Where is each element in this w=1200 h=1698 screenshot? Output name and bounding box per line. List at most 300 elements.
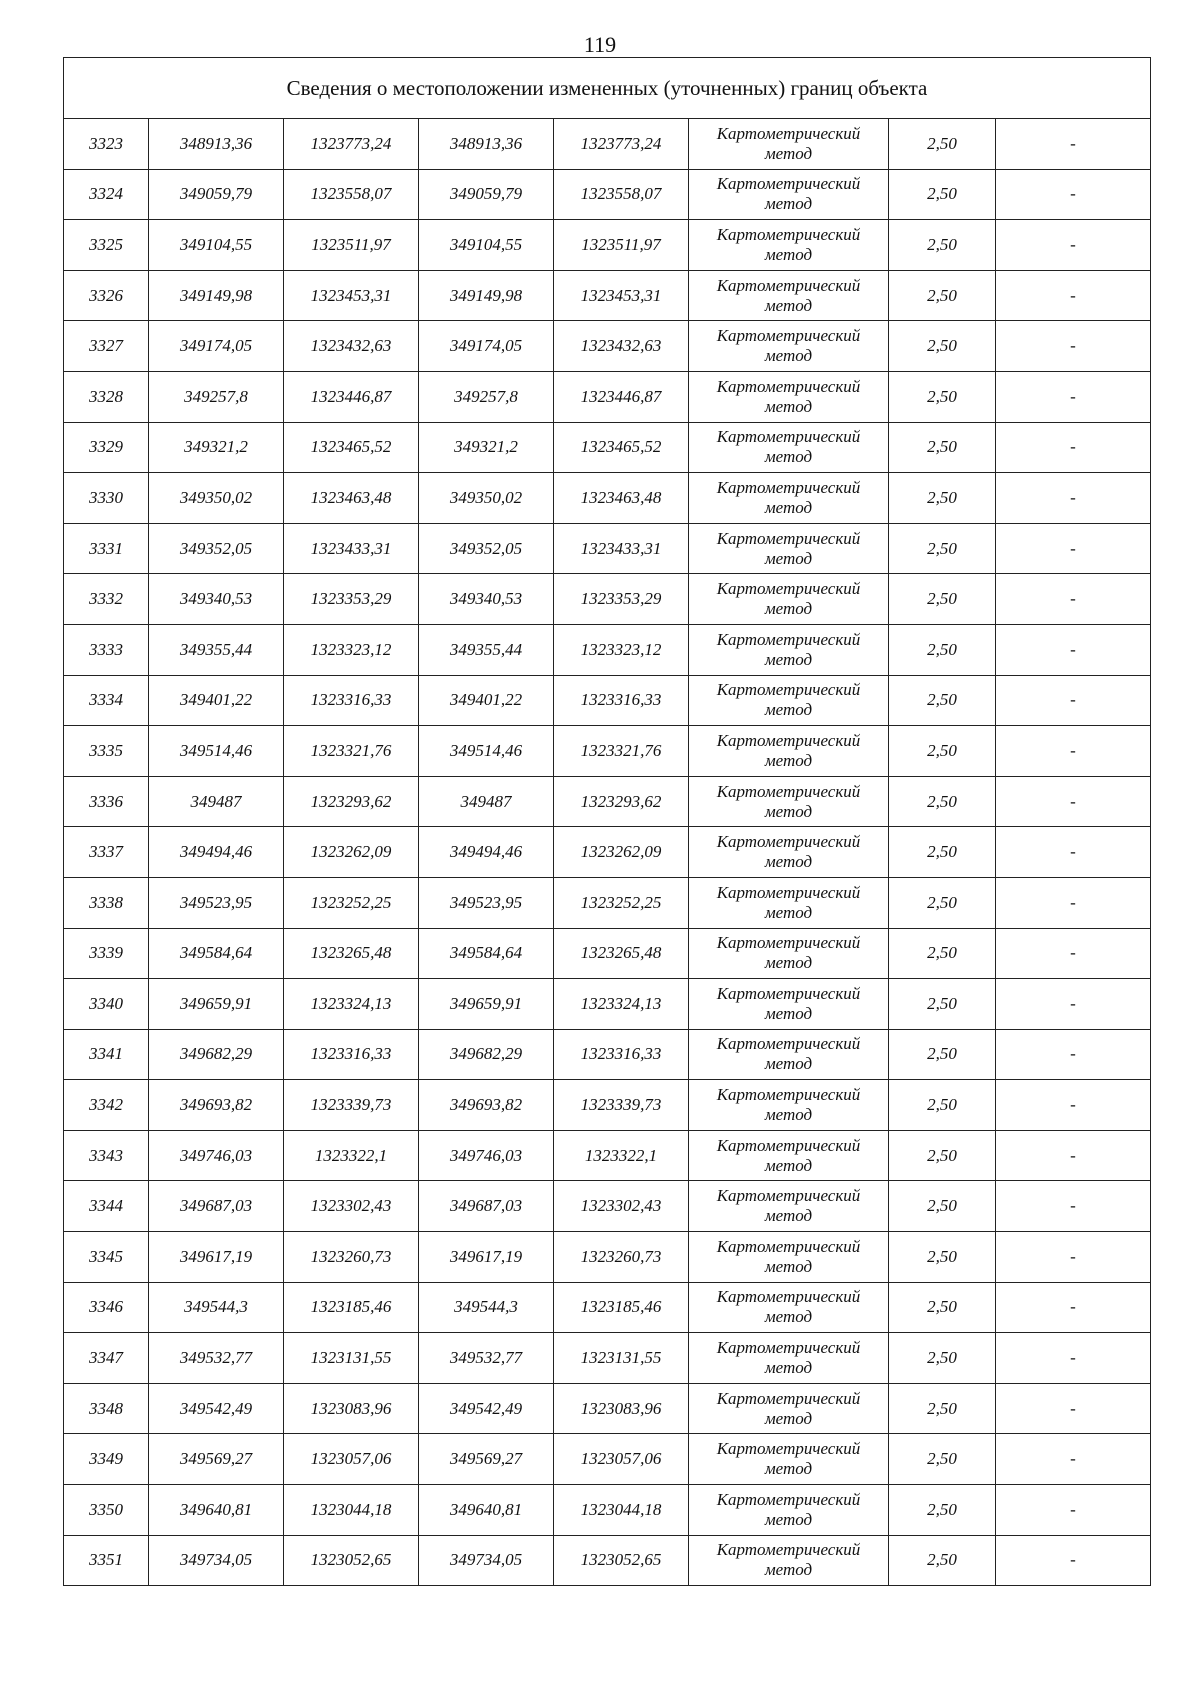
table-row [64,169,1151,220]
x-refined-cell: 349350,02 [419,473,554,524]
x-existing-cell: 349532,77 [149,1333,284,1384]
x-refined-cell: 349494,46 [419,827,554,878]
method-line-1: Картометрический [716,1489,861,1509]
x-existing-cell: 349352,05 [149,523,284,574]
y-existing-cell: 1323324,13 [284,979,419,1030]
description-cell: - [996,675,1151,726]
y-existing-cell: 1323262,09 [284,827,419,878]
x-refined-cell: 349569,27 [419,1434,554,1485]
y-refined-cell: 1323322,1 [554,1130,689,1181]
x-refined-cell: 349687,03 [419,1181,554,1232]
table-row [64,321,1151,372]
y-existing-cell: 1323083,96 [284,1383,419,1434]
x-refined-cell: 349523,95 [419,877,554,928]
y-refined-cell: 1323432,63 [554,321,689,372]
method-line-2: метод [764,902,813,922]
description-cell: - [996,270,1151,321]
description-cell: - [996,1485,1151,1536]
method-cell [689,624,889,675]
method-line-2: метод [764,1560,813,1580]
x-refined-cell: 349734,05 [419,1535,554,1586]
point-number-cell: 3351 [64,1535,149,1586]
description-cell: - [996,371,1151,422]
point-number-cell: 3349 [64,1434,149,1485]
x-existing-cell: 349355,44 [149,624,284,675]
point-number-cell: 3328 [64,371,149,422]
accuracy-cell: 2,50 [889,1383,996,1434]
x-refined-cell: 349682,29 [419,1029,554,1080]
y-refined-cell: 1323465,52 [554,422,689,473]
y-refined-cell: 1323433,31 [554,523,689,574]
table-row [64,523,1151,574]
table-row [64,473,1151,524]
y-refined-cell: 1323463,48 [554,473,689,524]
x-existing-cell: 349542,49 [149,1383,284,1434]
point-number-cell: 3343 [64,1130,149,1181]
x-refined-cell: 349401,22 [419,675,554,726]
method-line-2: метод [764,194,813,214]
method-line-1: Картометрический [716,1236,861,1256]
x-existing-cell: 349321,2 [149,422,284,473]
x-existing-cell: 349659,91 [149,979,284,1030]
y-existing-cell: 1323453,31 [284,270,419,321]
method-line-2: метод [764,750,813,770]
y-existing-cell: 1323044,18 [284,1485,419,1536]
point-number-cell: 3329 [64,422,149,473]
accuracy-cell: 2,50 [889,1333,996,1384]
method-line-1: Картометрический [716,1540,861,1560]
table-row [64,726,1151,777]
method-line-2: метод [764,1408,813,1428]
method-line-1: Картометрический [716,629,861,649]
accuracy-cell: 2,50 [889,1080,996,1131]
method-line-1: Картометрический [716,1135,861,1155]
x-existing-cell: 349746,03 [149,1130,284,1181]
method-cell [689,928,889,979]
x-existing-cell: 349734,05 [149,1535,284,1586]
accuracy-cell: 2,50 [889,1434,996,1485]
y-existing-cell: 1323773,24 [284,119,419,170]
method-cell [689,523,889,574]
accuracy-cell: 2,50 [889,675,996,726]
x-existing-cell: 349487 [149,776,284,827]
y-existing-cell: 1323353,29 [284,574,419,625]
method-line-1: Картометрический [716,680,861,700]
method-cell [689,1130,889,1181]
table-row [64,928,1151,979]
x-existing-cell: 349149,98 [149,270,284,321]
x-refined-cell: 349532,77 [419,1333,554,1384]
method-cell [689,827,889,878]
table-row [64,422,1151,473]
table-row [64,827,1151,878]
x-refined-cell: 349584,64 [419,928,554,979]
method-cell [689,574,889,625]
y-refined-cell: 1323773,24 [554,119,689,170]
accuracy-cell: 2,50 [889,321,996,372]
method-cell [689,1282,889,1333]
table-row [64,1383,1151,1434]
description-cell: - [996,877,1151,928]
method-line-2: метод [764,497,813,517]
method-line-2: метод [764,1509,813,1529]
x-existing-cell: 349640,81 [149,1485,284,1536]
method-line-2: метод [764,295,813,315]
accuracy-cell: 2,50 [889,473,996,524]
y-refined-cell: 1323353,29 [554,574,689,625]
method-line-2: метод [764,1256,813,1276]
method-cell [689,1232,889,1283]
method-line-1: Картометрический [716,477,861,497]
x-existing-cell: 349340,53 [149,574,284,625]
method-line-2: метод [764,700,813,720]
y-existing-cell: 1323321,76 [284,726,419,777]
point-number-cell: 3350 [64,1485,149,1536]
description-cell: - [996,1282,1151,1333]
accuracy-cell: 2,50 [889,877,996,928]
accuracy-cell: 2,50 [889,1130,996,1181]
accuracy-cell: 2,50 [889,1485,996,1536]
y-refined-cell: 1323511,97 [554,220,689,271]
description-cell: - [996,574,1151,625]
point-number-cell: 3325 [64,220,149,271]
y-refined-cell: 1323293,62 [554,776,689,827]
table-row [64,220,1151,271]
table-row [64,1282,1151,1333]
x-refined-cell: 349174,05 [419,321,554,372]
description-cell: - [996,220,1151,271]
y-existing-cell: 1323511,97 [284,220,419,271]
x-existing-cell: 349682,29 [149,1029,284,1080]
point-number-cell: 3339 [64,928,149,979]
y-refined-cell: 1323260,73 [554,1232,689,1283]
accuracy-cell: 2,50 [889,624,996,675]
y-refined-cell: 1323316,33 [554,1029,689,1080]
method-cell [689,979,889,1030]
x-refined-cell: 349059,79 [419,169,554,220]
y-refined-cell: 1323323,12 [554,624,689,675]
description-cell: - [996,473,1151,524]
point-number-cell: 3324 [64,169,149,220]
table-row [64,1485,1151,1536]
accuracy-cell: 2,50 [889,220,996,271]
table-row [64,675,1151,726]
y-refined-cell: 1323057,06 [554,1434,689,1485]
method-line-2: метод [764,1358,813,1378]
y-existing-cell: 1323463,48 [284,473,419,524]
method-cell [689,1383,889,1434]
y-refined-cell: 1323052,65 [554,1535,689,1586]
x-refined-cell: 349544,3 [419,1282,554,1333]
method-line-1: Картометрический [716,174,861,194]
x-existing-cell: 349059,79 [149,169,284,220]
y-existing-cell: 1323316,33 [284,1029,419,1080]
point-number-cell: 3340 [64,979,149,1030]
method-line-1: Картометрический [716,1338,861,1358]
method-line-2: метод [764,852,813,872]
x-existing-cell: 349523,95 [149,877,284,928]
method-cell [689,321,889,372]
method-line-2: метод [764,801,813,821]
y-existing-cell: 1323316,33 [284,675,419,726]
y-refined-cell: 1323185,46 [554,1282,689,1333]
x-refined-cell: 348913,36 [419,119,554,170]
table-row [64,1130,1151,1181]
y-existing-cell: 1323057,06 [284,1434,419,1485]
y-existing-cell: 1323558,07 [284,169,419,220]
y-refined-cell: 1323558,07 [554,169,689,220]
y-existing-cell: 1323339,73 [284,1080,419,1131]
y-refined-cell: 1323083,96 [554,1383,689,1434]
table-row [64,979,1151,1030]
accuracy-cell: 2,50 [889,726,996,777]
method-cell [689,270,889,321]
method-cell [689,220,889,271]
page-number: 119 [583,32,617,57]
y-existing-cell: 1323322,1 [284,1130,419,1181]
y-existing-cell: 1323185,46 [284,1282,419,1333]
table-row [64,1232,1151,1283]
x-existing-cell: 349617,19 [149,1232,284,1283]
x-refined-cell: 349149,98 [419,270,554,321]
accuracy-cell: 2,50 [889,422,996,473]
method-cell [689,776,889,827]
method-cell [689,1485,889,1536]
x-refined-cell: 349257,8 [419,371,554,422]
method-line-2: метод [764,244,813,264]
description-cell: - [996,1333,1151,1384]
point-number-cell: 3347 [64,1333,149,1384]
method-line-1: Картометрический [716,832,861,852]
y-refined-cell: 1323265,48 [554,928,689,979]
y-refined-cell: 1323324,13 [554,979,689,1030]
x-existing-cell: 349104,55 [149,220,284,271]
accuracy-cell: 2,50 [889,979,996,1030]
table-row [64,1535,1151,1586]
method-line-1: Картометрический [716,882,861,902]
y-refined-cell: 1323339,73 [554,1080,689,1131]
method-cell [689,1535,889,1586]
accuracy-cell: 2,50 [889,371,996,422]
x-existing-cell: 349174,05 [149,321,284,372]
y-refined-cell: 1323453,31 [554,270,689,321]
table-row [64,1333,1151,1384]
method-cell [689,1434,889,1485]
table-row [64,776,1151,827]
y-refined-cell: 1323131,55 [554,1333,689,1384]
method-line-1: Картометрический [716,1034,861,1054]
description-cell: - [996,119,1151,170]
y-existing-cell: 1323323,12 [284,624,419,675]
method-line-1: Картометрический [716,579,861,599]
description-cell: - [996,979,1151,1030]
accuracy-cell: 2,50 [889,1535,996,1586]
point-number-cell: 3341 [64,1029,149,1080]
method-cell [689,1080,889,1131]
x-existing-cell: 349544,3 [149,1282,284,1333]
x-refined-cell: 349352,05 [419,523,554,574]
method-line-1: Картометрический [716,1287,861,1307]
accuracy-cell: 2,50 [889,928,996,979]
accuracy-cell: 2,50 [889,169,996,220]
method-line-2: метод [764,953,813,973]
method-line-1: Картометрический [716,730,861,750]
point-number-cell: 3323 [64,119,149,170]
description-cell: - [996,1130,1151,1181]
method-line-1: Картометрический [716,1186,861,1206]
method-line-2: метод [764,396,813,416]
point-number-cell: 3333 [64,624,149,675]
accuracy-cell: 2,50 [889,270,996,321]
x-existing-cell: 349257,8 [149,371,284,422]
method-cell [689,675,889,726]
y-refined-cell: 1323252,25 [554,877,689,928]
description-cell: - [996,1080,1151,1131]
method-line-1: Картометрический [716,781,861,801]
point-number-cell: 3346 [64,1282,149,1333]
y-refined-cell: 1323302,43 [554,1181,689,1232]
method-line-2: метод [764,1003,813,1023]
accuracy-cell: 2,50 [889,1232,996,1283]
x-refined-cell: 349617,19 [419,1232,554,1283]
x-refined-cell: 349355,44 [419,624,554,675]
method-line-1: Картометрический [716,1085,861,1105]
table-title: Сведения о местоположении измененных (уточненных) границ объекта [64,58,1151,119]
point-number-cell: 3330 [64,473,149,524]
description-cell: - [996,169,1151,220]
description-cell: - [996,321,1151,372]
x-refined-cell: 349659,91 [419,979,554,1030]
y-existing-cell: 1323052,65 [284,1535,419,1586]
method-cell [689,1181,889,1232]
description-cell: - [996,1535,1151,1586]
method-line-1: Картометрический [716,326,861,346]
y-existing-cell: 1323260,73 [284,1232,419,1283]
method-line-2: метод [764,548,813,568]
y-existing-cell: 1323293,62 [284,776,419,827]
description-cell: - [996,928,1151,979]
x-existing-cell: 349494,46 [149,827,284,878]
y-existing-cell: 1323252,25 [284,877,419,928]
x-existing-cell: 349514,46 [149,726,284,777]
method-line-1: Картометрический [716,427,861,447]
boundary-coordinates-table [63,57,1151,1586]
method-line-2: метод [764,1307,813,1327]
method-line-2: метод [764,447,813,467]
accuracy-cell: 2,50 [889,1282,996,1333]
description-cell: - [996,624,1151,675]
description-cell: - [996,1434,1151,1485]
method-line-1: Картометрический [716,376,861,396]
x-refined-cell: 349746,03 [419,1130,554,1181]
method-line-2: метод [764,1155,813,1175]
table-row [64,877,1151,928]
accuracy-cell: 2,50 [889,523,996,574]
method-line-1: Картометрический [716,1388,861,1408]
point-number-cell: 3331 [64,523,149,574]
point-number-cell: 3342 [64,1080,149,1131]
description-cell: - [996,523,1151,574]
method-line-1: Картометрический [716,275,861,295]
description-cell: - [996,776,1151,827]
accuracy-cell: 2,50 [889,1029,996,1080]
table-body [64,119,1151,1586]
point-number-cell: 3335 [64,726,149,777]
method-line-1: Картометрический [716,1439,861,1459]
x-refined-cell: 349693,82 [419,1080,554,1131]
method-line-1: Картометрический [716,983,861,1003]
point-number-cell: 3345 [64,1232,149,1283]
method-line-1: Картометрический [716,528,861,548]
table-row [64,624,1151,675]
x-refined-cell: 349321,2 [419,422,554,473]
description-cell: - [996,827,1151,878]
x-existing-cell: 349584,64 [149,928,284,979]
method-line-1: Картометрический [716,224,861,244]
table-row [64,119,1151,170]
method-cell [689,119,889,170]
x-existing-cell: 349687,03 [149,1181,284,1232]
method-line-2: метод [764,1206,813,1226]
method-cell [689,371,889,422]
x-refined-cell: 349340,53 [419,574,554,625]
x-refined-cell: 349542,49 [419,1383,554,1434]
point-number-cell: 3327 [64,321,149,372]
y-existing-cell: 1323465,52 [284,422,419,473]
y-existing-cell: 1323302,43 [284,1181,419,1232]
method-line-2: метод [764,143,813,163]
point-number-cell: 3326 [64,270,149,321]
table-row [64,1080,1151,1131]
point-number-cell: 3336 [64,776,149,827]
point-number-cell: 3334 [64,675,149,726]
method-line-2: метод [764,599,813,619]
accuracy-cell: 2,50 [889,827,996,878]
y-existing-cell: 1323131,55 [284,1333,419,1384]
description-cell: - [996,1029,1151,1080]
point-number-cell: 3337 [64,827,149,878]
point-number-cell: 3332 [64,574,149,625]
point-number-cell: 3348 [64,1383,149,1434]
method-cell [689,726,889,777]
table-row [64,1434,1151,1485]
point-number-cell: 3344 [64,1181,149,1232]
description-cell: - [996,1181,1151,1232]
description-cell: - [996,1383,1151,1434]
description-cell: - [996,422,1151,473]
accuracy-cell: 2,50 [889,119,996,170]
accuracy-cell: 2,50 [889,776,996,827]
table-row [64,371,1151,422]
table-row [64,1181,1151,1232]
y-refined-cell: 1323262,09 [554,827,689,878]
method-cell [689,1029,889,1080]
y-refined-cell: 1323316,33 [554,675,689,726]
x-refined-cell: 349514,46 [419,726,554,777]
x-existing-cell: 349350,02 [149,473,284,524]
method-cell [689,877,889,928]
x-existing-cell: 349401,22 [149,675,284,726]
description-cell: - [996,726,1151,777]
method-line-2: метод [764,649,813,669]
method-line-1: Картометрический [716,123,861,143]
description-cell: - [996,1232,1151,1283]
y-refined-cell: 1323321,76 [554,726,689,777]
method-line-1: Картометрический [716,933,861,953]
y-refined-cell: 1323446,87 [554,371,689,422]
x-existing-cell: 348913,36 [149,119,284,170]
y-existing-cell: 1323432,63 [284,321,419,372]
